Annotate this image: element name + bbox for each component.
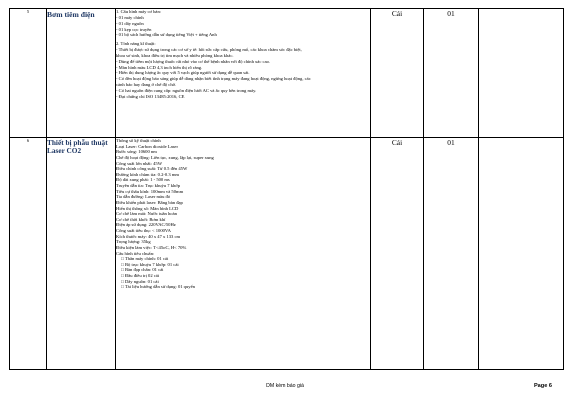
list-item-label: Thân máy chính: 01 cái bbox=[124, 256, 169, 262]
item-description bbox=[116, 138, 371, 370]
desc-line: - Dùng để tiêm một lượng thuốc rất nhỏ vào cơ thể bệnh nhân với độ chính xác cao. bbox=[116, 58, 271, 64]
desc-line: Cơ chế làm mát: Nước tuần hoàn bbox=[116, 211, 177, 217]
desc-line: Điều kiện làm việc: T<45oC, H< 70% bbox=[116, 244, 187, 250]
desc-line: Hiển thị thông số: Màn hình LCD bbox=[116, 205, 179, 211]
desc-line: Loại Laser: Carbon dioxide Laser bbox=[116, 143, 178, 149]
desc-line: Trọng lượng: 35kg bbox=[116, 239, 151, 245]
desc-line: Cơ chế thời khởi: Bơm khí bbox=[116, 216, 166, 222]
desc-line: - 01 máy chính bbox=[116, 14, 144, 20]
desc-line: - Màn hình màu LCD 4,3 inch hiển thị rõ ràng. bbox=[116, 64, 203, 70]
checkbox-bullet-icon: □ bbox=[121, 267, 124, 273]
desc-line: Chế độ hoạt động: Liên tục, xung, lặp lại, super xung bbox=[116, 154, 214, 160]
row-number: 5 bbox=[10, 9, 47, 138]
page-number: Page 6 bbox=[533, 383, 552, 389]
table-row bbox=[10, 138, 564, 370]
quantity-cell: 01 bbox=[424, 9, 479, 138]
desc-line: Tia dẫn đường: Laser màu đỏ bbox=[116, 194, 171, 200]
desc-line: - Có đèn hoạt động báo sáng giúp dễ dàng nhận biết tình trạng máy đang hoạt động, ngừng hoạt động, các bbox=[116, 76, 311, 82]
desc-line: Kích thước máy: 40 x 47 x 133 cm bbox=[116, 233, 181, 239]
equipment-table bbox=[9, 8, 564, 370]
list-item-label: Dây nguồn: 01 cái bbox=[124, 278, 159, 284]
desc-line: - 01 bộ sách hướng dẫn sử dụng tiếng Việt + tiếng Anh bbox=[116, 32, 217, 38]
desc-line: Công suất lớn nhất: 45W bbox=[116, 160, 163, 166]
desc-line: Đường kính chùm tia: 0.2-0.3 mm bbox=[116, 171, 179, 177]
list-item-label: Tài liệu hướng dẫn sử dụng: 01 quyển bbox=[124, 284, 195, 290]
list-item-label: Bàn đạp chân: 01 cái bbox=[124, 267, 164, 273]
desc-line: - Đạt chứng chỉ ISO 13485:2016, CE bbox=[116, 93, 185, 99]
list-item-label: Đầu điều trị 02 cái bbox=[124, 273, 160, 278]
footer-title: DM kèm báo giá bbox=[266, 383, 304, 389]
desc-line: khoa sơ sinh, khoa điều trị tim mạch và nhiều phòng khoa khác. bbox=[116, 52, 234, 58]
desc-line: 2. Tính năng kĩ thuật: bbox=[116, 41, 156, 47]
item-name-cell bbox=[47, 138, 116, 370]
desc-line: - Hiển thị dung lượng ắc quy với 5 vạch giúp người sử dụng dễ quan sát. bbox=[116, 70, 250, 76]
checkbox-bullet-icon: □ bbox=[121, 284, 124, 290]
unit-cell: Cái bbox=[371, 138, 424, 370]
checkbox-bullet-icon: □ bbox=[121, 273, 124, 278]
item-name: Thiết bị phẫu thuật Laser CO2 bbox=[47, 138, 108, 156]
row-number: 6 bbox=[10, 138, 47, 370]
desc-line: 1. Cấu hình máy cơ bản: bbox=[116, 9, 162, 14]
desc-line: Độ dài xung phát: 1 - 500 ms bbox=[116, 177, 170, 183]
quantity-cell: 01 bbox=[424, 138, 479, 370]
checkbox-bullet-icon: □ bbox=[121, 278, 124, 284]
blank-cell bbox=[479, 9, 564, 138]
desc-line: Thông số kỹ thuật chính bbox=[116, 138, 161, 143]
item-name: Bơm tiêm điện bbox=[47, 10, 95, 19]
list-item bbox=[116, 284, 370, 290]
desc-line: - Có hai nguồn điện cung cấp: nguồn điện lưới AC và ắc quy bên trong máy. bbox=[116, 87, 257, 93]
desc-line: Tiêu cự thấu kính: 100mm và 50mm bbox=[116, 188, 184, 194]
checkbox-bullet-icon: □ bbox=[121, 256, 124, 262]
desc-line: Điện áp sử dụng: 220VAC/50Hz bbox=[116, 222, 176, 228]
blank-cell bbox=[479, 138, 564, 370]
desc-line: Truyền dẫn tia: Trục khuỷu 7 khớp bbox=[116, 183, 181, 188]
desc-line: - 01 kẹp cọc truyền bbox=[116, 26, 152, 32]
checkbox-bullet-icon: □ bbox=[121, 261, 124, 267]
item-name-cell bbox=[47, 9, 116, 138]
table-row bbox=[10, 9, 564, 138]
desc-line: - 01 dây nguồn bbox=[116, 20, 144, 26]
desc-line: Công suất tiêu thụ: < 1000VA bbox=[116, 228, 171, 233]
desc-line: - Thiết bị được sử dụng trong các cơ sở y tế: hồi sức cấp cứu, phòng mổ, các khoa chăm sóc đặc biệt, bbox=[116, 47, 302, 53]
desc-line: Bước sóng: 10600 nm bbox=[116, 149, 157, 155]
unit-cell: Cái bbox=[371, 9, 424, 138]
desc-line: cảnh báo hay đang ở chế độ chờ. bbox=[116, 82, 177, 88]
desc-line: Điều chỉnh công suất: Từ 0.5 đến 45W bbox=[116, 166, 188, 172]
desc-line: Cấu hình tiêu chuẩn: bbox=[116, 250, 155, 256]
item-description bbox=[116, 9, 371, 138]
list-item-label: Bộ trục khuỷu 7 khớp: 01 cái bbox=[124, 261, 179, 267]
desc-line: Điều khiển phát laser: Bằng bàn đạp bbox=[116, 199, 183, 205]
